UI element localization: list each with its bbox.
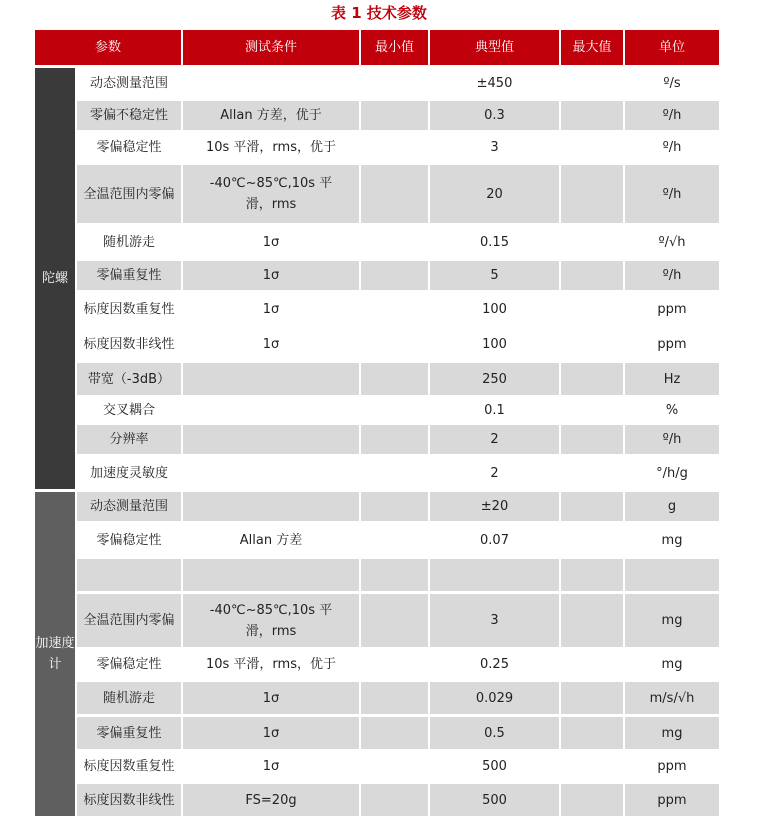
typical-cell: 100: [430, 328, 559, 360]
typical-cell: 500: [430, 784, 559, 816]
table-row: [35, 133, 719, 162]
min-cell: [361, 328, 428, 360]
min-cell: [361, 165, 428, 223]
condition-cell: Allan 方差: [183, 524, 359, 556]
table-row: [35, 328, 719, 360]
min-cell: [361, 293, 428, 325]
param-cell: 零偏重复性: [77, 261, 181, 290]
unit-cell: Hz: [625, 363, 719, 395]
param-cell: 动态测量范围: [77, 68, 181, 98]
typical-cell: 2: [430, 457, 559, 489]
condition-cell: 1σ: [183, 261, 359, 290]
param-cell: 加速度灵敏度: [77, 457, 181, 489]
max-cell: [561, 261, 623, 290]
typical-cell: 0.5: [430, 717, 559, 749]
header-unit: 单位: [625, 30, 719, 65]
max-cell: [561, 101, 623, 130]
table-row: [35, 398, 719, 422]
param-cell: 交叉耦合: [77, 398, 181, 422]
min-cell: [361, 398, 428, 422]
unit-cell: º/h: [625, 425, 719, 454]
param-cell: 动态测量范围: [77, 492, 181, 521]
param-cell: 零偏稳定性: [77, 524, 181, 556]
max-cell: [561, 363, 623, 395]
typical-cell: 100: [430, 293, 559, 325]
max-cell: [561, 717, 623, 749]
max-cell: [561, 457, 623, 489]
table-row: [35, 492, 719, 521]
typical-cell: 5: [430, 261, 559, 290]
condition-cell: [183, 457, 359, 489]
header-row: [35, 30, 719, 65]
condition-cell: [183, 492, 359, 521]
min-cell: [361, 524, 428, 556]
unit-cell: ppm: [625, 784, 719, 816]
param-cell: 标度因数非线性: [77, 328, 181, 360]
header-typical: 典型值: [430, 30, 559, 65]
unit-cell: [625, 559, 719, 591]
unit-cell: m/s/√h: [625, 682, 719, 714]
typical-cell: 20: [430, 165, 559, 223]
table-row: [35, 165, 719, 223]
condition-cell: [183, 559, 359, 591]
unit-cell: °/h/g: [625, 457, 719, 489]
unit-cell: mg: [625, 717, 719, 749]
table-row: [35, 559, 719, 591]
table-caption: 表 1 技术参数: [331, 4, 427, 22]
min-cell: [361, 717, 428, 749]
table-row: [35, 425, 719, 454]
unit-cell: mg: [625, 594, 719, 647]
header-param: 参数: [35, 30, 181, 65]
max-cell: [561, 133, 623, 162]
param-cell: 标度因数重复性: [77, 752, 181, 781]
group-label-accelerometer: 加速度计: [35, 492, 75, 816]
param-cell: 零偏重复性: [77, 717, 181, 749]
table-row: [35, 293, 719, 325]
condition-cell: Allan 方差，优于: [183, 101, 359, 130]
typical-cell: 3: [430, 594, 559, 647]
typical-cell: 0.15: [430, 226, 559, 258]
table-row: [35, 524, 719, 556]
param-cell: 标度因数非线性: [77, 784, 181, 816]
condition-cell: [183, 363, 359, 395]
condition-cell: 10s 平滑，rms，优于: [183, 650, 359, 679]
param-cell: 全温范围内零偏: [77, 165, 181, 223]
param-cell: 随机游走: [77, 682, 181, 714]
max-cell: [561, 752, 623, 781]
typical-cell: 500: [430, 752, 559, 781]
typical-cell: 3: [430, 133, 559, 162]
unit-cell: ppm: [625, 752, 719, 781]
table-row: [35, 261, 719, 290]
group-label-gyro: 陀螺: [35, 68, 75, 489]
unit-cell: ppm: [625, 328, 719, 360]
min-cell: [361, 650, 428, 679]
param-cell: 零偏稳定性: [77, 133, 181, 162]
typical-cell: 2: [430, 425, 559, 454]
table-row: [35, 717, 719, 749]
unit-cell: %: [625, 398, 719, 422]
table-body: [35, 68, 719, 816]
min-cell: [361, 752, 428, 781]
condition-cell: FS=20g: [183, 784, 359, 816]
condition-cell: 1σ: [183, 682, 359, 714]
table-row: [35, 101, 719, 130]
max-cell: [561, 328, 623, 360]
min-cell: [361, 226, 428, 258]
max-cell: [561, 165, 623, 223]
table-row: [35, 226, 719, 258]
max-cell: [561, 784, 623, 816]
min-cell: [361, 133, 428, 162]
condition-cell: 1σ: [183, 717, 359, 749]
min-cell: [361, 101, 428, 130]
max-cell: [561, 682, 623, 714]
min-cell: [361, 492, 428, 521]
table-row: [35, 594, 719, 647]
typical-cell: 0.029: [430, 682, 559, 714]
condition-cell: -40℃~85℃,10s 平滑，rms: [183, 594, 359, 647]
max-cell: [561, 559, 623, 591]
condition-cell: 10s 平滑，rms，优于: [183, 133, 359, 162]
table-row: [35, 752, 719, 781]
unit-cell: mg: [625, 650, 719, 679]
condition-cell: 1σ: [183, 226, 359, 258]
condition-cell: 1σ: [183, 293, 359, 325]
max-cell: [561, 594, 623, 647]
min-cell: [361, 425, 428, 454]
min-cell: [361, 784, 428, 816]
max-cell: [561, 68, 623, 98]
max-cell: [561, 425, 623, 454]
unit-cell: º/h: [625, 133, 719, 162]
table-row: [35, 682, 719, 714]
typical-cell: 0.07: [430, 524, 559, 556]
min-cell: [361, 68, 428, 98]
max-cell: [561, 524, 623, 556]
param-cell: [77, 559, 181, 591]
min-cell: [361, 682, 428, 714]
condition-cell: [183, 425, 359, 454]
condition-cell: -40℃~85℃,10s 平滑，rms: [183, 165, 359, 223]
spec-table: [33, 27, 721, 819]
typical-cell: [430, 559, 559, 591]
param-cell: 零偏不稳定性: [77, 101, 181, 130]
header-max: 最大值: [561, 30, 623, 65]
typical-cell: 0.25: [430, 650, 559, 679]
table-row: [35, 68, 719, 98]
table-row: [35, 650, 719, 679]
max-cell: [561, 650, 623, 679]
param-cell: 带宽（-3dB）: [77, 363, 181, 395]
unit-cell: mg: [625, 524, 719, 556]
typical-cell: 0.3: [430, 101, 559, 130]
param-cell: 分辨率: [77, 425, 181, 454]
typical-cell: ±20: [430, 492, 559, 521]
typical-cell: ±450: [430, 68, 559, 98]
min-cell: [361, 261, 428, 290]
max-cell: [561, 492, 623, 521]
unit-cell: ppm: [625, 293, 719, 325]
table-row: [35, 363, 719, 395]
max-cell: [561, 226, 623, 258]
typical-cell: 0.1: [430, 398, 559, 422]
condition-cell: [183, 68, 359, 98]
min-cell: [361, 559, 428, 591]
unit-cell: º/h: [625, 261, 719, 290]
condition-cell: [183, 398, 359, 422]
max-cell: [561, 293, 623, 325]
unit-cell: º/h: [625, 165, 719, 223]
header-min: 最小值: [361, 30, 428, 65]
max-cell: [561, 398, 623, 422]
typical-cell: 250: [430, 363, 559, 395]
condition-cell: 1σ: [183, 752, 359, 781]
param-cell: 标度因数重复性: [77, 293, 181, 325]
condition-cell: 1σ: [183, 328, 359, 360]
unit-cell: g: [625, 492, 719, 521]
param-cell: 全温范围内零偏: [77, 594, 181, 647]
min-cell: [361, 457, 428, 489]
header-condition: 测试条件: [183, 30, 359, 65]
param-cell: 零偏稳定性: [77, 650, 181, 679]
unit-cell: º/s: [625, 68, 719, 98]
unit-cell: º/√h: [625, 226, 719, 258]
unit-cell: º/h: [625, 101, 719, 130]
min-cell: [361, 363, 428, 395]
table-row: [35, 784, 719, 816]
min-cell: [361, 594, 428, 647]
param-cell: 随机游走: [77, 226, 181, 258]
table-row: [35, 457, 719, 489]
